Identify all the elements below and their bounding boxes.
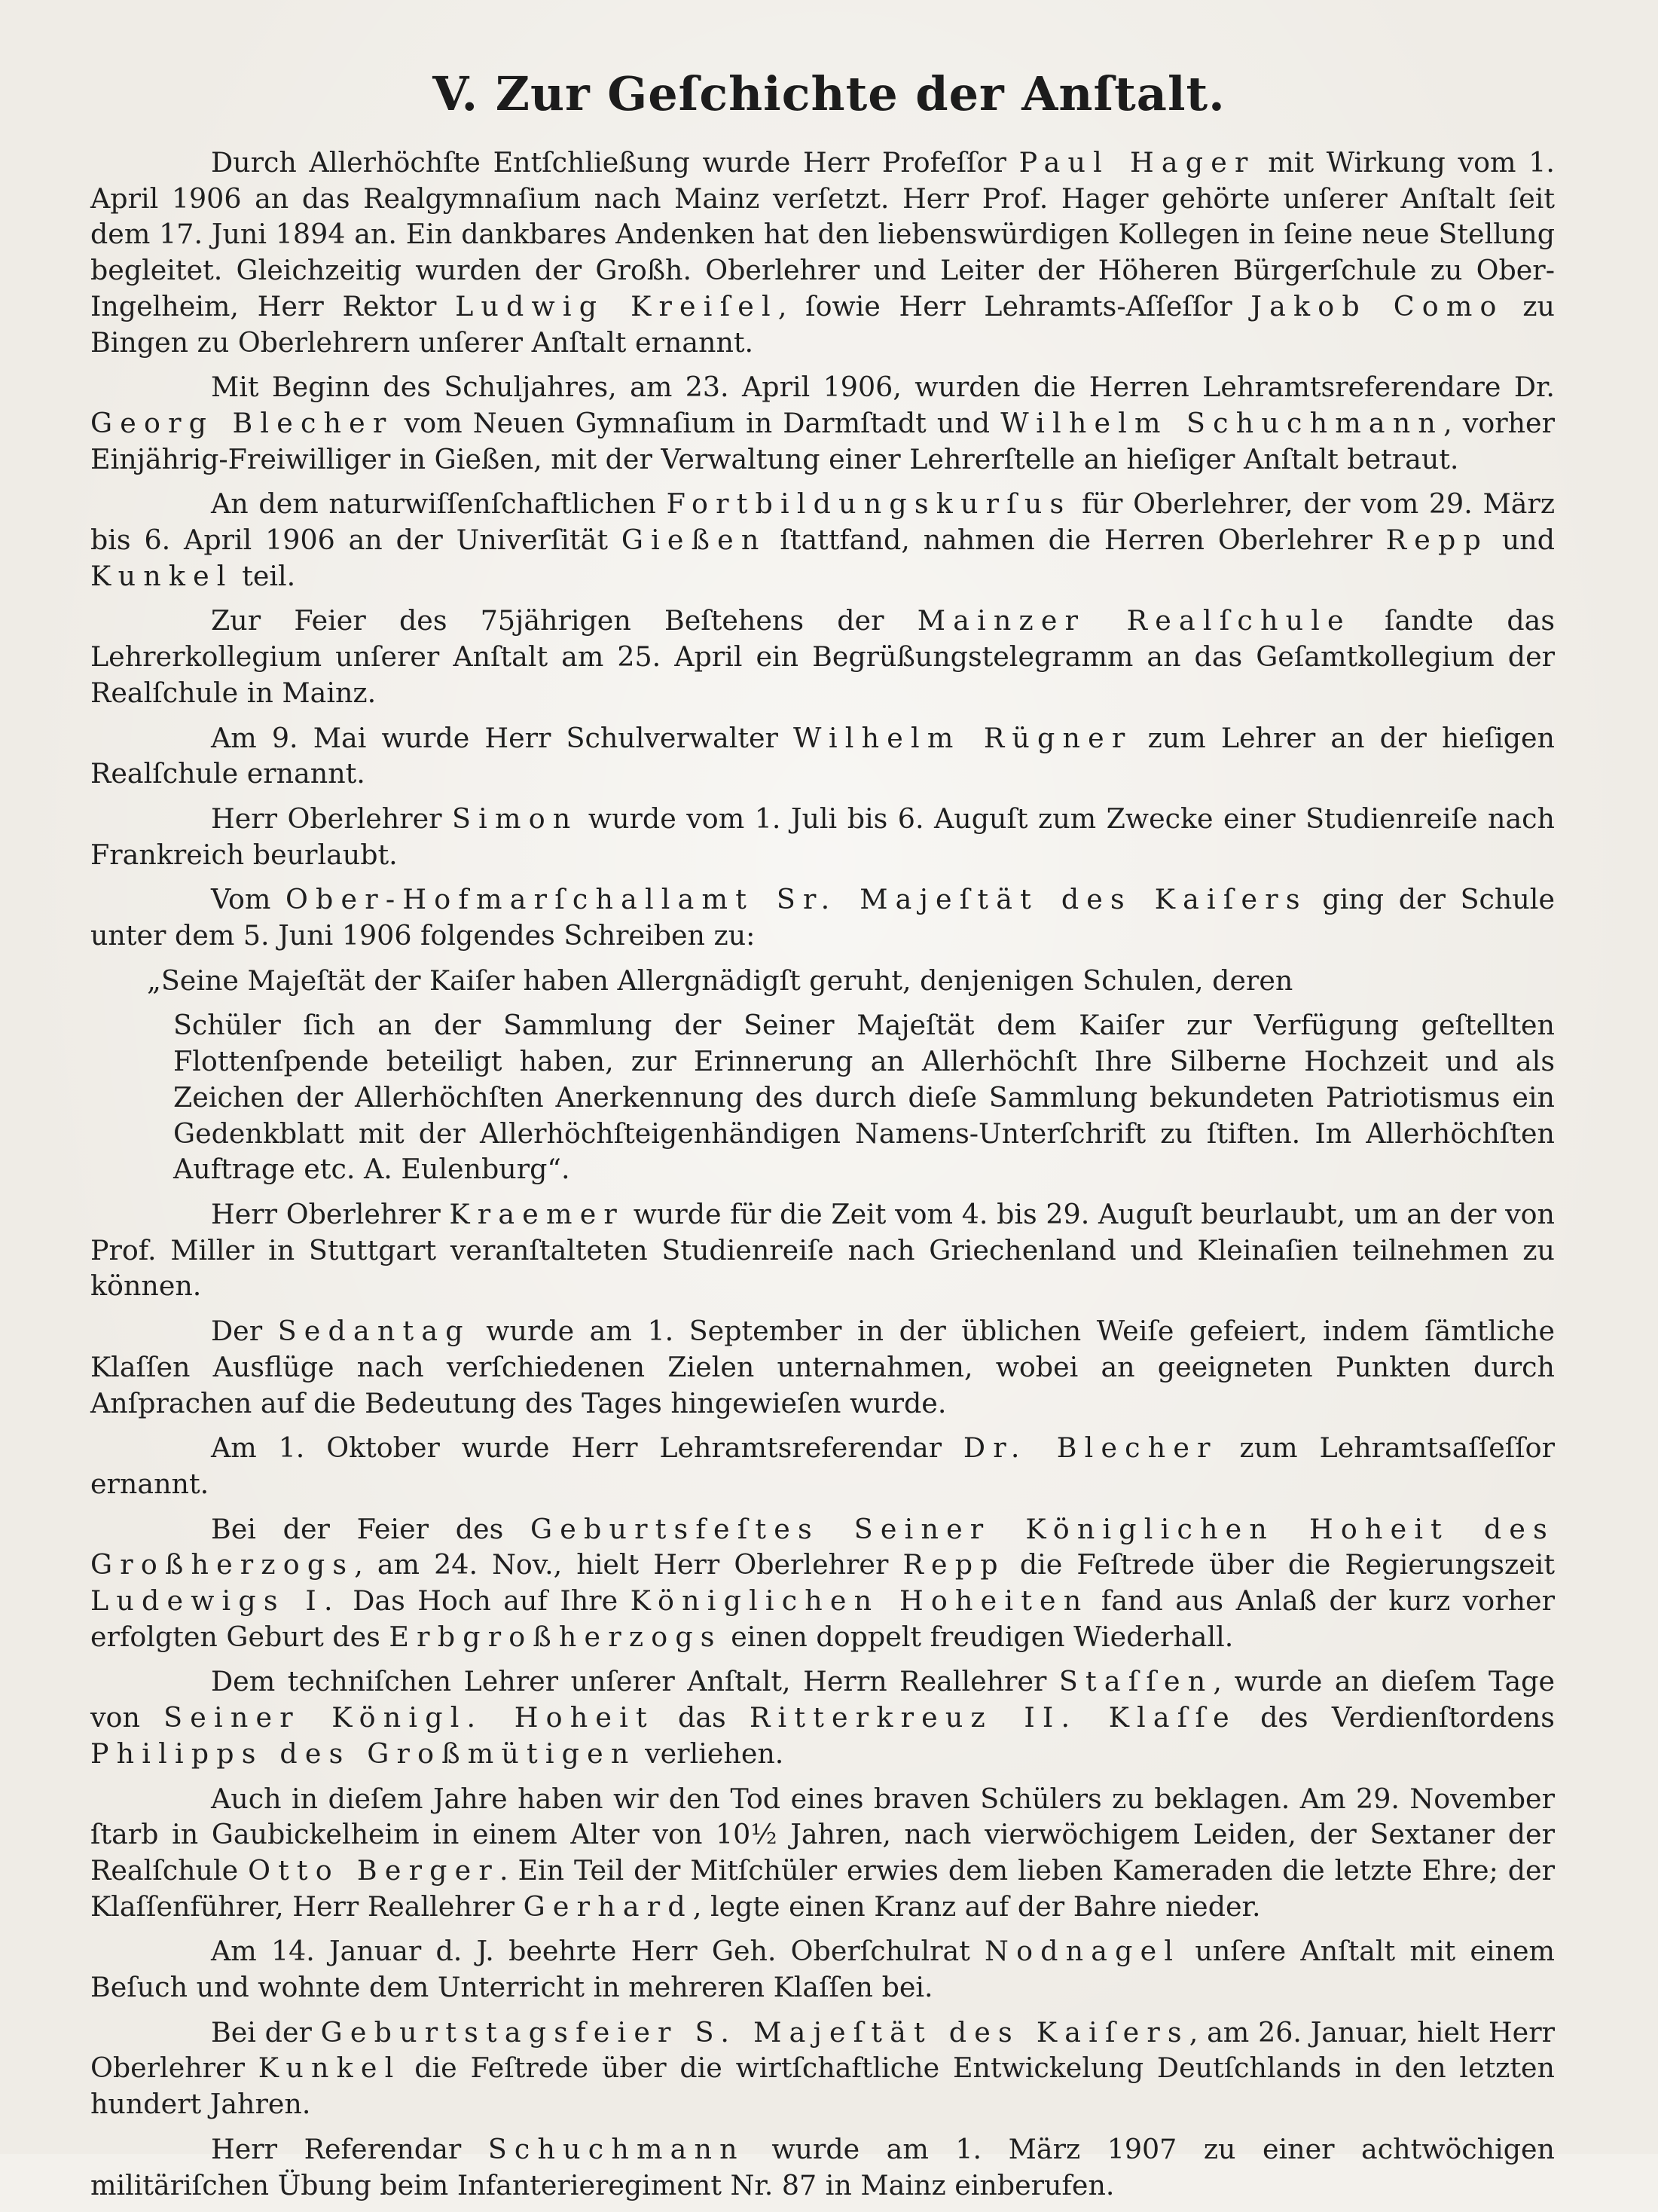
paragraph-text: ſandte das Lehrerkollegium unſerer Anſtalt am 25. April ein Begrüßungstelegramm an das Geſamtkollegium der Realſchule in Mainz.	[90, 604, 1555, 709]
paragraph-text: zum Lehrer an der hieſigen Realſchule ernannt.	[90, 721, 1555, 790]
spaced-name: Kunkel	[258, 2052, 402, 2085]
spaced-name: Geburtstagsfeier S. Majeſtät des Kaiſers	[320, 2015, 1189, 2049]
paragraph-text: ſtattfand, nahmen die Herren Oberlehrer	[766, 524, 1386, 557]
spaced-name: Königlichen Hoheiten	[630, 1584, 1089, 1618]
spaced-name: Gießen	[621, 524, 767, 557]
spaced-name: Wilhelm Rügner	[793, 721, 1133, 754]
paragraph-text: Am 14. Januar d. J. beehrte Herr Geh. Oberſchulrat	[211, 1935, 985, 1968]
spaced-name: Geburtsfeſtes Seiner Königlichen Hoheit des Großherzogs	[90, 1512, 1555, 1581]
paragraph-text: , am 24. Nov., hielt Herr Oberlehrer	[354, 1548, 903, 1581]
spaced-name: Ritterkreuz II. Klaſſe	[749, 1701, 1237, 1734]
paragraph-text: Dem techniſchen Lehrer unſerer Anſtalt, Herrn Reallehrer	[211, 1665, 1059, 1698]
paragraph	[90, 603, 1555, 710]
quoted-letter	[90, 963, 1555, 999]
paragraph-text: Schüler ſich an der Sammlung der Seiner Majeſtät dem Kaiſer zur Verfügung geſtellten Flottenſpende beteiligt haben, zur Erinnerung an Allerhöchſt Ihre Silberne Hochzeit und als Zeichen der Allerhöchſten Anerkennung des durch dieſe Sammlung bekundeten Patriotismus ein Gedenkblatt mit der Allerhöchſteigenhändigen Namens-Unterſchrift zu ſtiften. Im Allerhöchſten Auftrage etc. A. Eulenburg“.	[173, 1009, 1555, 1186]
paragraph	[90, 145, 1555, 360]
paragraph	[90, 1511, 1555, 1655]
paragraph-text: einen doppelt freudigen Wiederhall.	[722, 1620, 1234, 1653]
paragraph-text: ging der Schule unter dem 5. Juni 1906 folgendes Schreiben zu:	[90, 883, 1555, 952]
paragraph-text: die Feſtrede über die wirtſchaftliche Entwickelung Deutſchlands in den letzten hundert Jahren.	[90, 2052, 1555, 2121]
paragraph-text: das	[654, 1701, 750, 1734]
paragraph-text: zum Lehramtsaſſeſſor ernannt.	[90, 1431, 1555, 1500]
spaced-name: Paul Hager	[1018, 146, 1256, 179]
spaced-name: Seiner Königl. Hoheit	[163, 1701, 655, 1734]
paragraph-text: zu Bingen zu Oberlehrern unſerer Anſtalt ernannt.	[90, 289, 1555, 359]
chronicle-body	[90, 145, 1555, 2212]
paragraph	[90, 2131, 1555, 2203]
spaced-name: Sedantag	[277, 1315, 471, 1348]
spaced-name: Dr. Blecher	[963, 1431, 1218, 1465]
paragraph	[90, 720, 1555, 792]
paragraph	[90, 369, 1555, 477]
spaced-name: Kraemer	[449, 1197, 625, 1230]
paragraph	[90, 2015, 1555, 2122]
paragraph-text: des Verdienſtordens	[1236, 1701, 1555, 1734]
paragraph	[90, 1664, 1555, 1771]
paragraph-text: Am 1. Oktober wurde Herr Lehramtsreferendar	[211, 1431, 963, 1465]
paragraph-text: Herr Oberlehrer	[211, 802, 453, 835]
paragraph	[90, 1933, 1555, 2005]
paragraph-text: für Oberlehrer, der vom 29. März bis 6. April 1906 an der Univerſität	[90, 487, 1555, 557]
paragraph-text: die Feſtrede über die Regierungszeit	[1005, 1548, 1555, 1581]
paragraph	[90, 881, 1555, 953]
spaced-name: Ludewigs I.	[90, 1584, 340, 1618]
paragraph	[90, 486, 1555, 594]
spaced-name: Ludwig Kreiſel	[455, 289, 778, 322]
paragraph-text: , wurde an dieſem Tage von	[90, 1665, 1555, 1734]
paragraph-text: wurde für die Zeit vom 4. bis 29. Auguſt beurlaubt, um an der von Prof. Miller in Stuttgart veranſtalteten Studienreiſe nach Griechenland und Kleinaſien teilnehmen zu können.	[90, 1197, 1555, 1303]
paragraph-text: , am 26. Januar, hielt Herr Oberlehrer	[90, 2015, 1555, 2085]
paragraph-text: , ſowie Herr Lehramts-Aſſeſſor	[777, 289, 1251, 322]
paragraph-text: , vorher Einjährig-Freiwilliger in Gießen, mit der Verwaltung einer Lehrerſtelle an hieſiger Anſtalt betraut.	[90, 406, 1555, 475]
spaced-name: Jakob Como	[1250, 289, 1504, 322]
paragraph-text: wurde am 1. September in der üblichen Weiſe gefeiert, indem ſämtliche Klaſſen Ausflüge nach verſchiedenen Zielen unternahmen, wobei an geeigneten Punkten durch Anſprachen auf die Bedeutung des Tages hingewieſen wurde.	[90, 1315, 1555, 1419]
paragraph-text: . Ein Teil der Mitſchüler erwies dem lieben Kameraden die letzte Ehre; der Klaſſenführer, Herr Reallehrer	[90, 1853, 1555, 1923]
spaced-name: Wilhelm Schuchmann	[1000, 406, 1444, 439]
paragraph-text: An dem naturwiſſenſchaftlichen	[211, 487, 667, 521]
paragraph-text: Herr Referendar	[211, 2132, 488, 2165]
paragraph-text: wurde vom 1. Juli bis 6. Auguſt zum Zwecke einer Studienreiſe nach Frankreich beurlaubt.	[90, 802, 1555, 871]
spaced-name: Nodnagel	[985, 1935, 1181, 1968]
paragraph-text: Mit Beginn des Schuljahres, am 23. April 1906, wurden die Herren Lehramtsreferendare Dr.	[211, 371, 1555, 404]
spaced-name: Philipps des Großmütigen	[90, 1737, 637, 1770]
paragraph-text: unſere Anſtalt mit einem Beſuch und wohnte dem Unterricht in mehreren Klaſſen bei.	[90, 1935, 1555, 2004]
paragraph-text: Herr Oberlehrer	[211, 1197, 450, 1230]
paragraph	[90, 1430, 1555, 1502]
paragraph-text: wurde am 1. März 1907 zu einer achtwöchigen militäriſchen Übung beim Infanterieregiment Nr. 87 in Mainz einberufen.	[90, 2132, 1555, 2201]
paragraph-text: Das Hoch auf Ihre	[340, 1584, 631, 1618]
section-heading: V. Zur Geſchichte der Anſtalt.	[432, 66, 1226, 121]
paragraph-text: Bei der Feier des	[211, 1512, 530, 1545]
spaced-name: Otto Berger	[248, 1853, 499, 1887]
paragraph-text: Durch Allerhöchſte Entſchließung wurde Herr Profeſſor	[211, 146, 1019, 179]
paragraph	[90, 1781, 1555, 1925]
paragraph-text: Am 9. Mai wurde Herr Schulverwalter	[211, 721, 794, 754]
paragraph-text: und	[1488, 524, 1555, 557]
spaced-name: Repp	[1385, 524, 1489, 557]
spaced-name: Fortbildungskurſus	[666, 487, 1072, 521]
paragraph-text: fand aus Anlaß der kurz vorher erfolgten Geburt des	[90, 1584, 1555, 1653]
spaced-name: Georg Blecher	[90, 406, 394, 439]
paragraph-text: Zur Feier des 75jährigen Beſtehens der	[211, 604, 918, 637]
paragraph-text: verliehen.	[636, 1737, 784, 1770]
spaced-name: Ober-Hofmarſchallamt Sr. Majeſtät des Kaiſers	[285, 883, 1308, 916]
paragraph	[90, 801, 1555, 872]
spaced-name: Schuchmann	[487, 2132, 745, 2165]
paragraph-text: Auch in dieſem Jahre haben wir den Tod eines braven Schülers zu beklagen. Am 29. November ſtarb in Gaubickelheim in einem Alter von 10½ Jahren, nach vierwöchigem Leiden, der Sextaner der Realſchule	[90, 1782, 1555, 1887]
quoted-letter	[90, 1007, 1555, 1187]
paragraph-text: Bei der	[211, 2015, 321, 2049]
paragraph-text: teil.	[233, 559, 296, 592]
paragraph	[90, 1313, 1555, 1421]
paragraph-text: vom Neuen Gymnaſium in Darmſtadt und	[393, 406, 1001, 439]
spaced-name: Erbgroßherzogs	[389, 1620, 722, 1653]
spaced-name: Staſſen	[1058, 1665, 1214, 1698]
spaced-name: Repp	[902, 1548, 1006, 1581]
spaced-name: Mainzer Realſchule	[917, 604, 1351, 637]
paragraph-text: „Seine Majeſtät der Kaiſer haben Allergnädigſt geruht, denjenigen Schulen, deren	[147, 964, 1293, 997]
paragraph-text: Vom	[211, 883, 286, 916]
paragraph-text: Der	[211, 1315, 278, 1348]
spaced-name: Simon	[452, 802, 579, 835]
paragraph	[90, 1196, 1555, 1304]
spaced-name: Gerhard	[523, 1890, 693, 1923]
paragraph-text: , legte einen Kranz auf der Bahre nieder.	[692, 1890, 1261, 1923]
paragraph-text: mit Wirkung vom 1. April 1906 an das Realgymnaſium nach Mainz verſetzt. Herr Prof. Hager gehörte unſerer Anſtalt ſeit dem 17. Juni 1894 an. Ein dankbares Andenken hat den liebenswürdigen Kollegen in ſeine neue Stellung begleitet. Gleichzeitig wurden der Großh. Oberlehrer und Leiter der Höheren Bürgerſchule zu Ober-Ingelheim, Herr Rektor	[90, 146, 1555, 322]
spaced-name: Kunkel	[90, 559, 234, 592]
